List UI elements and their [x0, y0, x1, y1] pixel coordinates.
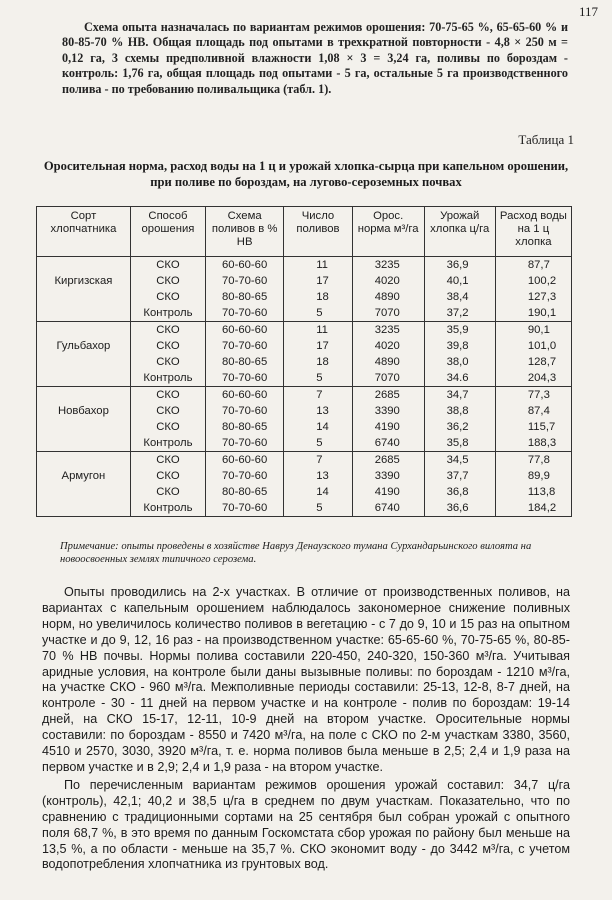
- cell-count: 13: [284, 403, 353, 419]
- cell-water: 89,9: [495, 468, 571, 484]
- cell-scheme: 80-80-65: [206, 289, 284, 305]
- table-body: [37, 257, 572, 517]
- cell-norm: 7070: [352, 370, 424, 387]
- cell-scheme: 60-60-60: [206, 257, 284, 274]
- cell-yield: 40,1: [424, 273, 495, 289]
- cell-yield: 36,6: [424, 500, 495, 517]
- header-water: Расход воды на 1 ц хлопка: [495, 207, 571, 257]
- cell-yield: 34,5: [424, 452, 495, 469]
- table-label: Таблица 1: [518, 132, 574, 147]
- cell-method: СКО: [130, 354, 205, 370]
- cell-scheme: 60-60-60: [206, 452, 284, 469]
- cell-yield: 38,8: [424, 403, 495, 419]
- table-row: [37, 452, 572, 469]
- cell-water: 77,3: [495, 387, 571, 404]
- cell-water: 100,2: [495, 273, 571, 289]
- cell-norm: 3235: [352, 257, 424, 274]
- cell-count: 17: [284, 338, 353, 354]
- cell-count: 7: [284, 387, 353, 404]
- cell-scheme: 60-60-60: [206, 322, 284, 339]
- cell-scheme: 70-70-60: [206, 468, 284, 484]
- cell-scheme: 80-80-65: [206, 354, 284, 370]
- body-text: [42, 585, 570, 873]
- cell-method: Контроль: [130, 305, 205, 322]
- cell-method: Контроль: [130, 370, 205, 387]
- intro-text: Схема опыта назначалась по вариантам режимов орошения: 70-75-65 %, 65-65-60 % и 80-85-70 % НВ. Общая площадь под опытами в трехкратной повторности - 4,8 × 250 м = 0,12 га, 3 схемы предполивной влажности 1,08 × 3 = 3,24 га, поливы по бороздам - контроль: 1,76 га, общая площадь под опытами - 5 га, остальные 5 га производственного полива - по требованию поливальщика (табл. 1).: [62, 20, 568, 96]
- cell-water: 204,3: [495, 370, 571, 387]
- cell-count: 14: [284, 419, 353, 435]
- cell-norm: 4190: [352, 484, 424, 500]
- header-count: Число поливов: [284, 207, 353, 257]
- cell-scheme: 80-80-65: [206, 484, 284, 500]
- cell-norm: 4190: [352, 419, 424, 435]
- cell-method: СКО: [130, 387, 205, 404]
- cell-variety: Киргизская: [37, 257, 131, 322]
- cell-water: 184,2: [495, 500, 571, 517]
- cell-method: СКО: [130, 273, 205, 289]
- cell-variety: Гульбахор: [37, 322, 131, 387]
- cell-yield: 36,9: [424, 257, 495, 274]
- table-header-row: [37, 207, 572, 257]
- cell-water: 128,7: [495, 354, 571, 370]
- cell-norm: 2685: [352, 387, 424, 404]
- header-variety: Сорт хлопчатника: [37, 207, 131, 257]
- cell-count: 17: [284, 273, 353, 289]
- cell-scheme: 80-80-65: [206, 419, 284, 435]
- cell-method: СКО: [130, 322, 205, 339]
- cell-yield: 35,8: [424, 435, 495, 452]
- cell-norm: 4890: [352, 289, 424, 305]
- cell-water: 188,3: [495, 435, 571, 452]
- cell-norm: 2685: [352, 452, 424, 469]
- cell-method: СКО: [130, 452, 205, 469]
- cell-count: 13: [284, 468, 353, 484]
- header-yield: Урожай хлопка ц/га: [424, 207, 495, 257]
- cell-scheme: 70-70-60: [206, 305, 284, 322]
- cell-count: 5: [284, 500, 353, 517]
- cell-norm: 3235: [352, 322, 424, 339]
- cell-yield: 34,7: [424, 387, 495, 404]
- cell-water: 87,4: [495, 403, 571, 419]
- cell-norm: 6740: [352, 500, 424, 517]
- cell-water: 90,1: [495, 322, 571, 339]
- header-scheme: Схема поливов в % НВ: [206, 207, 284, 257]
- cell-yield: 39,8: [424, 338, 495, 354]
- body-paragraph-1: Опыты проводились на 2-х участках. В отличие от производственных поливов, на вариантах с капельным орошением наблюдалось закономерное снижение поливных норм, но увеличилось количество поливов в вегетацию - с 7 до 9, 10 и 15 раз на опытном участке и до 9, 12, 16 раз - на производственном участке: 65-65-60 %, 70-75-65 %, 80-85-70 % НВ почвы. Нормы полива составили 220-450, 240-320, 150-360 м³/га. Учитывая аридные условия, на контроле были даны вызывные поливы: по бороздам - 1210 м³/га, на участке СКО - 960 м³/га. Межполивные периоды составили: 25-13, 12-8, 8-7 дней, на контроле - 30 - 11 дней на первом участке и на контроле - полив по бороздам: 19-14 дней, на СКО 15-17, 12-11, 10-9 дней на втором участке. Оросительные нормы составили: по бороздам - 8550 и 7420 м³/га, на поле с СКО по 2-м участкам 3380, 3560, 4510 и 2570, 3030, 3920 м³/га, т. е. норма поливов была меньше в 2,5; 2,4 и 1,9 раза на первом участке и в 2,9; 2,4 и 1,9 раза - на втором участке.: [42, 585, 570, 774]
- table-row: [37, 322, 572, 339]
- cell-count: 14: [284, 484, 353, 500]
- cell-yield: 36,2: [424, 419, 495, 435]
- cell-scheme: 70-70-60: [206, 435, 284, 452]
- cell-yield: 37,7: [424, 468, 495, 484]
- cell-variety: Новбахор: [37, 387, 131, 452]
- cell-method: СКО: [130, 257, 205, 274]
- cell-method: СКО: [130, 289, 205, 305]
- cell-water: 127,3: [495, 289, 571, 305]
- cell-water: 87,7: [495, 257, 571, 274]
- cell-water: 190,1: [495, 305, 571, 322]
- cell-norm: 6740: [352, 435, 424, 452]
- cell-water: 115,7: [495, 419, 571, 435]
- cell-method: СКО: [130, 468, 205, 484]
- cell-norm: 4890: [352, 354, 424, 370]
- cell-water: 113,8: [495, 484, 571, 500]
- cell-scheme: 70-70-60: [206, 370, 284, 387]
- cell-method: СКО: [130, 484, 205, 500]
- cell-method: Контроль: [130, 500, 205, 517]
- cell-water: 101,0: [495, 338, 571, 354]
- cell-method: СКО: [130, 419, 205, 435]
- cell-method: СКО: [130, 403, 205, 419]
- cell-water: 77,8: [495, 452, 571, 469]
- cell-norm: 3390: [352, 468, 424, 484]
- cell-norm: 7070: [352, 305, 424, 322]
- cell-scheme: 70-70-60: [206, 500, 284, 517]
- cell-count: 5: [284, 305, 353, 322]
- table-note: Примечание: опыты проведены в хозяйстве Навруз Денаузского тумана Сурхандарьинского вилоята на новоосвоенных землях типичного серозема.: [60, 541, 532, 565]
- cell-scheme: 70-70-60: [206, 273, 284, 289]
- cell-count: 11: [284, 322, 353, 339]
- cell-yield: 38,4: [424, 289, 495, 305]
- body-paragraph-2: По перечисленным вариантам режимов орошения урожай составил: 34,7 ц/га (контроль), 42,1; 40,2 и 38,5 ц/га в среднем по двум участкам. Показательно, что по сравнению с традиционными сортами на 25 сентября был собран урожай с опытного поля 68,7 %, в это время по данным Госкомстата сбор урожая по району был меньше на 13,5 %, а по области - меньше на 35,7 %. СКО экономит воду - до 3442 м³/га, с учетом водопотребления хлопчатника из грунтовых вод.: [42, 777, 570, 872]
- table-row: [37, 257, 572, 274]
- cell-scheme: 60-60-60: [206, 387, 284, 404]
- cell-count: 11: [284, 257, 353, 274]
- cell-norm: 4020: [352, 338, 424, 354]
- irrigation-table: [36, 206, 572, 517]
- page-number: 117: [578, 4, 598, 19]
- header-norm: Орос. норма м³/га: [352, 207, 424, 257]
- intro-paragraph: [62, 20, 568, 97]
- cell-yield: 36,8: [424, 484, 495, 500]
- table-caption: Оросительная норма, расход воды на 1 ц и урожай хлопка-сырца при капельном орошении, при поливе по бороздам, на лугово-сероземных почвах: [43, 159, 569, 189]
- cell-count: 18: [284, 354, 353, 370]
- cell-yield: 35,9: [424, 322, 495, 339]
- cell-count: 5: [284, 370, 353, 387]
- header-method: Способ орошения: [130, 207, 205, 257]
- cell-count: 5: [284, 435, 353, 452]
- cell-count: 18: [284, 289, 353, 305]
- cell-yield: 38,0: [424, 354, 495, 370]
- cell-scheme: 70-70-60: [206, 403, 284, 419]
- cell-norm: 3390: [352, 403, 424, 419]
- table-row: [37, 387, 572, 404]
- cell-variety: Армугон: [37, 452, 131, 517]
- cell-scheme: 70-70-60: [206, 338, 284, 354]
- cell-norm: 4020: [352, 273, 424, 289]
- cell-method: СКО: [130, 338, 205, 354]
- cell-method: Контроль: [130, 435, 205, 452]
- cell-yield: 34.6: [424, 370, 495, 387]
- cell-yield: 37,2: [424, 305, 495, 322]
- cell-count: 7: [284, 452, 353, 469]
